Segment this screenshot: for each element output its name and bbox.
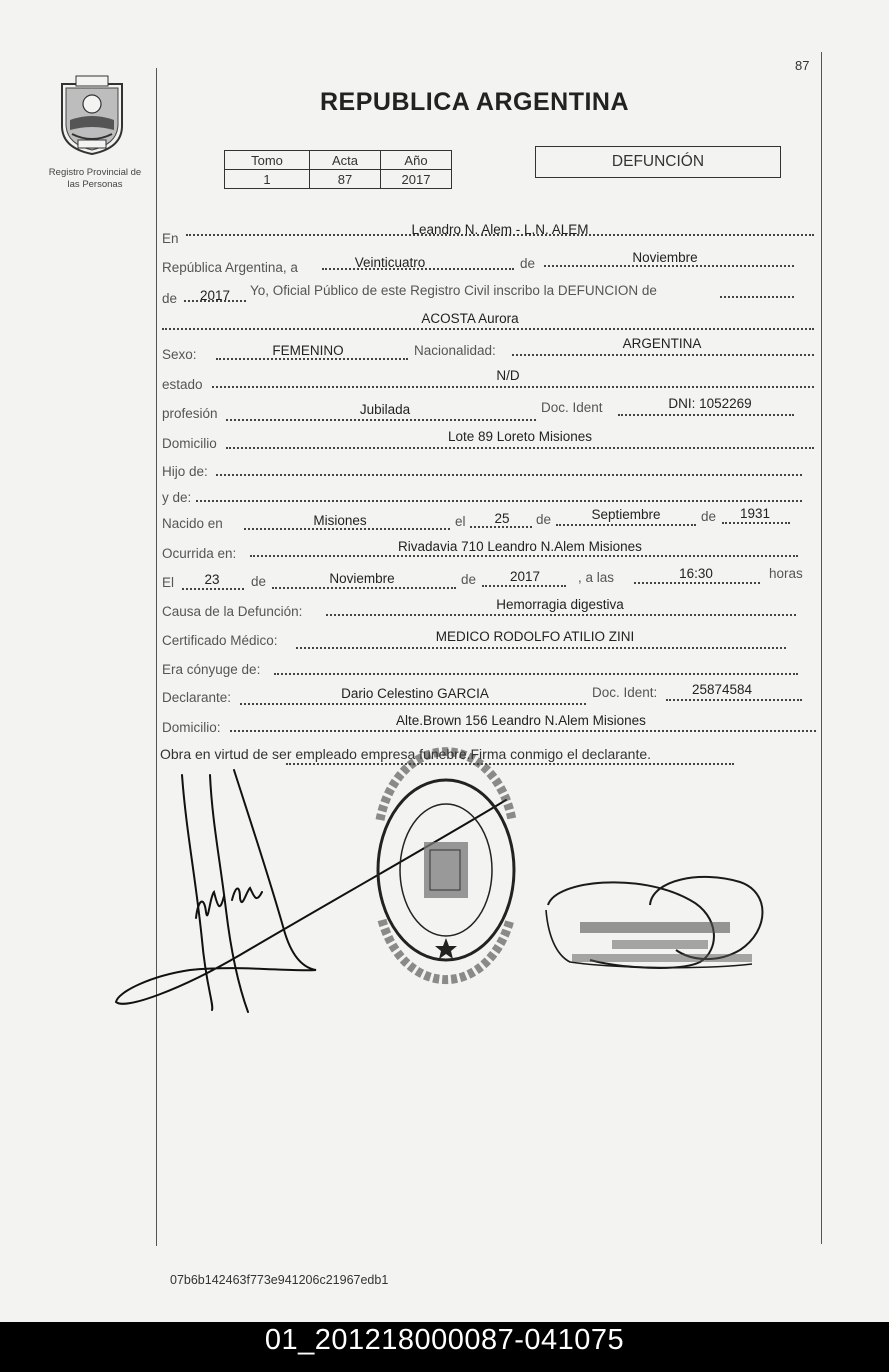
label-sexo: Sexo: [162,347,197,362]
label-doc-ident-declarante: Doc. Ident: [592,685,658,700]
official-signature-stamp [546,877,763,968]
page-number: 87 [795,58,810,73]
label-estado: estado [162,377,203,392]
label-horas: horas [769,566,803,581]
label-de-def-mes: de [251,574,267,589]
value-nacido-en: Misiones [313,513,367,528]
label-de-nac-anio: de [701,509,717,524]
value-nac-anio: 1931 [739,506,771,521]
value-dni: DNI: 1052269 [668,396,752,411]
label-nacido-en: Nacido en [162,516,223,531]
tomo-value: 1 [225,170,310,189]
value-ocurrida-en: Rivadavia 710 Leandro N.Alem Misiones [398,539,642,554]
obra-en-virtud-text: Obra en virtud de ser empleado empresa funebre.Firma conmigo el declarante. [160,746,652,762]
anio-value: 2017 [381,170,452,189]
label-de-anio: de [162,291,178,306]
value-anio: 2017 [199,288,231,303]
value-causa: Hemorragia digestiva [496,597,624,612]
label-doc-ident: Doc. Ident [541,400,603,415]
value-sexo: FEMENINO [272,343,344,358]
label-hijo-de: Hijo de: [162,464,208,479]
label-nacionalidad: Nacionalidad: [414,343,496,358]
label-certificado: Certificado Médico: [162,633,278,648]
acta-header: Acta [310,151,381,170]
label-el: el [455,514,466,529]
anio-header: Año [381,151,452,170]
document-hash: 07b6b142463f773e941206c21967edb1 [170,1273,389,1287]
value-def-anio: 2017 [509,569,541,584]
label-y-de: y de: [162,490,192,505]
label-de: de [520,256,536,271]
value-nombre: ACOSTA Aurora [421,311,519,326]
value-nac-dia: 25 [494,511,510,526]
label-de-nac-mes: de [536,512,552,527]
label-declarante: Declarante: [162,690,232,705]
value-certificado: MEDICO RODOLFO ATILIO ZINI [435,629,635,644]
registry-label-line1: Registro Provincial de [48,167,142,178]
value-lugar: Leandro N. Alem - L.N. ALEM [411,222,589,237]
registry-label-line2: las Personas [67,179,123,190]
label-yo-oficial: Yo, Oficial Público de este Registro Civil inscribo la DEFUNCION de [250,283,657,298]
value-def-dia: 23 [204,572,220,587]
value-declarante-doc: 25874584 [691,682,753,697]
document-type-box: DEFUNCIÓN [535,146,781,178]
acta-value: 87 [310,170,381,189]
label-republica: República Argentina, a [162,260,298,275]
page-title: REPUBLICA ARGENTINA [320,88,630,116]
label-causa: Causa de la Defunción: [162,604,303,619]
value-profesion: Jubilada [359,402,411,417]
value-declarante-domicilio: Alte.Brown 156 Leandro N.Alem Misiones [396,713,646,728]
label-a-las: , a las [578,570,615,585]
value-estado: N/D [496,368,520,383]
value-dia: Veinticuatro [354,255,426,270]
value-domicilio: Lote 89 Loreto Misiones [447,429,593,444]
value-mes: Noviembre [632,250,698,265]
tomo-header: Tomo [225,151,310,170]
value-nac-mes: Septiembre [591,507,661,522]
footer-id: 01_201218000087-041075 [264,1324,625,1356]
value-nacionalidad: ARGENTINA [622,336,702,351]
label-domicilio: Domicilio [162,436,217,451]
label-conyuge: Era cónyuge de: [162,662,261,677]
value-def-mes: Noviembre [329,571,395,586]
registry-seal [378,752,514,980]
value-hora: 16:30 [679,566,713,581]
value-declarante: Dario Celestino GARCIA [341,686,489,701]
label-de-def-anio: de [461,572,477,587]
label-en: En [162,231,179,246]
label-profesion: profesión [162,406,218,421]
label-ocurrida-en: Ocurrida en: [162,546,237,561]
label-el-def: El [162,575,175,590]
label-domicilio-declarante: Domicilio: [162,720,221,735]
